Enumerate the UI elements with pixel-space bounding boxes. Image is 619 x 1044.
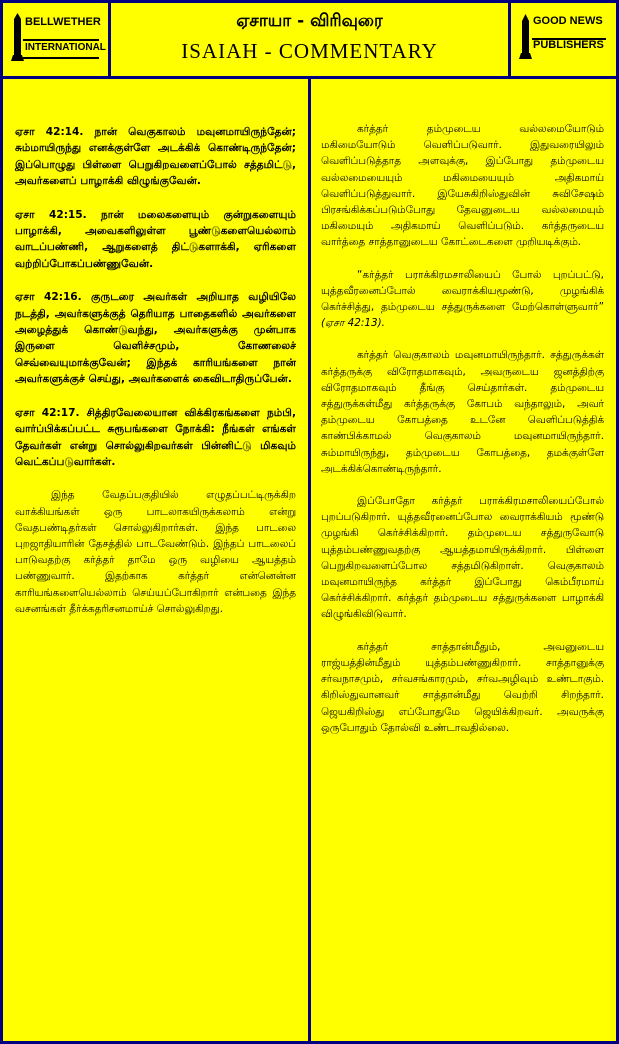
verse-42-16: ஏசா 42:16. குருடரை அவர்கள் அறியாத வழியிலே நடத்தி, அவர்களுக்குத் தெரியாத பாதைகளில் அவர்களை அழைத்துக் கொண்டுவந்து, அவர்களுக்கு முன்பாக இருளை வெளிச்சமும், கோணலைச் செவ்வையுமாக்குவேன்; இந்தக் காரியங்களை நான் அவர்களுக்குச் செய்து, அவர்களைக் கைவிடாதிருப்பேன். (15, 291, 296, 386)
scripture-quote-ref: (ஏசா 42:13). (321, 317, 385, 330)
commentary-p1 (321, 121, 604, 251)
logo-right-line2: PUBLISHERS (533, 39, 604, 51)
logo-left-line1: BELLWETHER (25, 16, 101, 28)
logo-right-line1: GOOD NEWS (533, 15, 603, 27)
commentary-p2-text: கர்த்தர் வெகுகாலம் மவுனமாயிருந்தார். சத்துருக்கள் கர்த்தருக்கு விரோதமாகவும், அவருடைய ஜனத்திற்கு விரோதமாகவும் தீங்கு செய்தார்கள். தம்முடைய சத்துருக்கள்மீது கர்த்தருக்கு கோபம் வந்தாலும், அவர் தம்முடைய கோபத்தை உடனே வெளிப்படுத்திக் காண்பிக்காமல் வெகுகாலம் மவுனமாயிருந்தார். சும்மாயிருந்து, தம்முடைய கோபத்தை, தமக்குள்ளே அடக்கிக்கொண்டிருந்தார். (321, 349, 604, 475)
right-column (311, 79, 616, 1041)
bellwether-logo (3, 3, 108, 76)
verse-42-14: ஏசா 42:14. நான் வெகுகாலம் மவுனமாயிருந்தேன்; சும்மாயிருந்து எனக்குள்ளே அடக்கிக் கொண்டிருந்தேன்; இப்பொழுது பிள்ளை பெறுகிறவளைப்போல் சத்தமிட்டு, அவர்களைப் பாழாக்கி விழுங்குவேன். (15, 126, 296, 188)
left-commentary-text: இந்த வேதப்பகுதியில் எழுதப்பட்டிருக்கிற வாக்கியங்கள் ஒரு பாடலாகயிருக்கலாம் என்று வேதபண்டிதர்கள் சொல்லுகிறார்கள். இந்த பாடலை புறஜாதியாரின் தேசத்தில் பாடவேண்டும். இந்தப் பாடலைப் பாடுவதற்கு கர்த்தர் தாமே ஒரு வழியை ஆயத்தம் பண்ணுவார். இதற்காக கர்த்தர் என்னென்ன காரியங்களையெல்லாம் செய்யப்போகிறார் என்பதை இந்த வசனங்கள் தீர்க்கதரிசனமாய்ச் சொல்லுகிறது. (15, 489, 296, 615)
commentary-p4-text: கர்த்தர் சாத்தான்மீதும், அவனுடைய ராஜ்யத்தின்மீதும் யுத்தம்பண்ணுகிறார். சாத்தானுக்கு சர்வநாசமும், சர்வசங்காரமும், சர்வஅழிவும் உண்டாகும். கிறிஸ்துவானவர் சாத்தான்மீது வெற்றி சிறந்தார். ஜெயகிறிஸ்து எப்போதுமே ஜெயிக்கிறவர். அவருக்கு ஒருபோதும் தோல்வி உண்டாவதில்லை. (321, 640, 604, 734)
logo-left-line2: INTERNATIONAL (25, 42, 106, 53)
title-tamil: ஏசாயா - விரிவுரை (236, 11, 383, 31)
verse-42-17: ஏசா 42:17. சித்திரவேலையான விக்கிரகங்களை நம்பி, வார்ப்பிக்கப்பட்ட சுரூபங்களை நோக்கி: நீங்கள் எங்கள் தேவர்கள் என்று சொல்லுகிறவர்கள் பின்னிட்டு மிகவும் வெட்கப்படுவார்கள். (15, 406, 296, 468)
commentary-p1-text: கர்த்தர் தம்முடைய வல்லமையோடும் மகிமையோடும் வெளிப்படுவார். இதுவரையிலும் வெளிப்படுத்தாத அளவுக்கு, இப்போது தம்முடைய வல்லமையையும் மகிமையையும் அதிகமாய் வெளிப்படுத்துவார். இயேசுகிறிஸ்துவின் சுவிசேஷம் பிரசங்கிக்கப்படும்போது தேவனுடைய வல்லமையும் மகிமையும் அதிகமாய் வெளிப்படும். கர்த்தருடைய வார்த்தை சாத்தானுடைய கோட்டைகளை முறியடிக்கும். (321, 123, 604, 249)
commentary-p4 (321, 639, 604, 736)
left-column (3, 79, 308, 1041)
scripture-quote-text: “கர்த்தர் பராக்கிரமசாலியைப் போல் புறப்பட்டு, யுத்தவீரனைப்போல் வைராக்கியமூண்டு, முழங்கிக் கெர்ச்சித்து, தம்முடைய சத்துருக்களை மேற்கொள்ளுவார்” (321, 268, 604, 314)
left-commentary (15, 487, 296, 617)
commentary-p2 (321, 347, 604, 477)
title-english: ISAIAH - COMMENTARY (181, 39, 438, 63)
scripture-quote (321, 267, 604, 332)
verse-42-15: ஏசா 42:15. நான் மலைகளையும் குன்றுகளையும் பாழாக்கி, அவைகளிலுள்ள பூண்டுகளையெல்லாம் வாடப்பண்ணி, ஆறுகளைத் திட்டுகளாக்கி, ஏரிகளை வற்றிப்போகப்பண்ணுவேன். (15, 208, 296, 270)
header-title (111, 3, 508, 76)
commentary-p3-text: இப்போதோ கர்த்தர் பராக்கிரமசாலியைப்போல் புறப்படுகிறார். யுத்தவீரனைப்போல வைராக்கியம் மூண்டு முழங்கி கெர்ச்சிக்கிறார். தம்முடைய சத்துருவோடு யுத்தம்பண்ணுவதற்கு ஆயத்தமாயிருக்கிறார். பிள்ளை பெறுகிறவளைப்போல சத்தமிடுகிறாள். வெகுகாலம் மவுனமாயிருந்த கர்த்தர் இப்போது கெம்பீரமாய் கெர்ச்சிக்கிறார். கர்த்தர் தம்முடைய சத்துருக்களை பாழாக்கி விழுங்கிவிடுவார். (321, 495, 604, 621)
good-news-logo (511, 3, 616, 76)
commentary-p3 (321, 493, 604, 623)
